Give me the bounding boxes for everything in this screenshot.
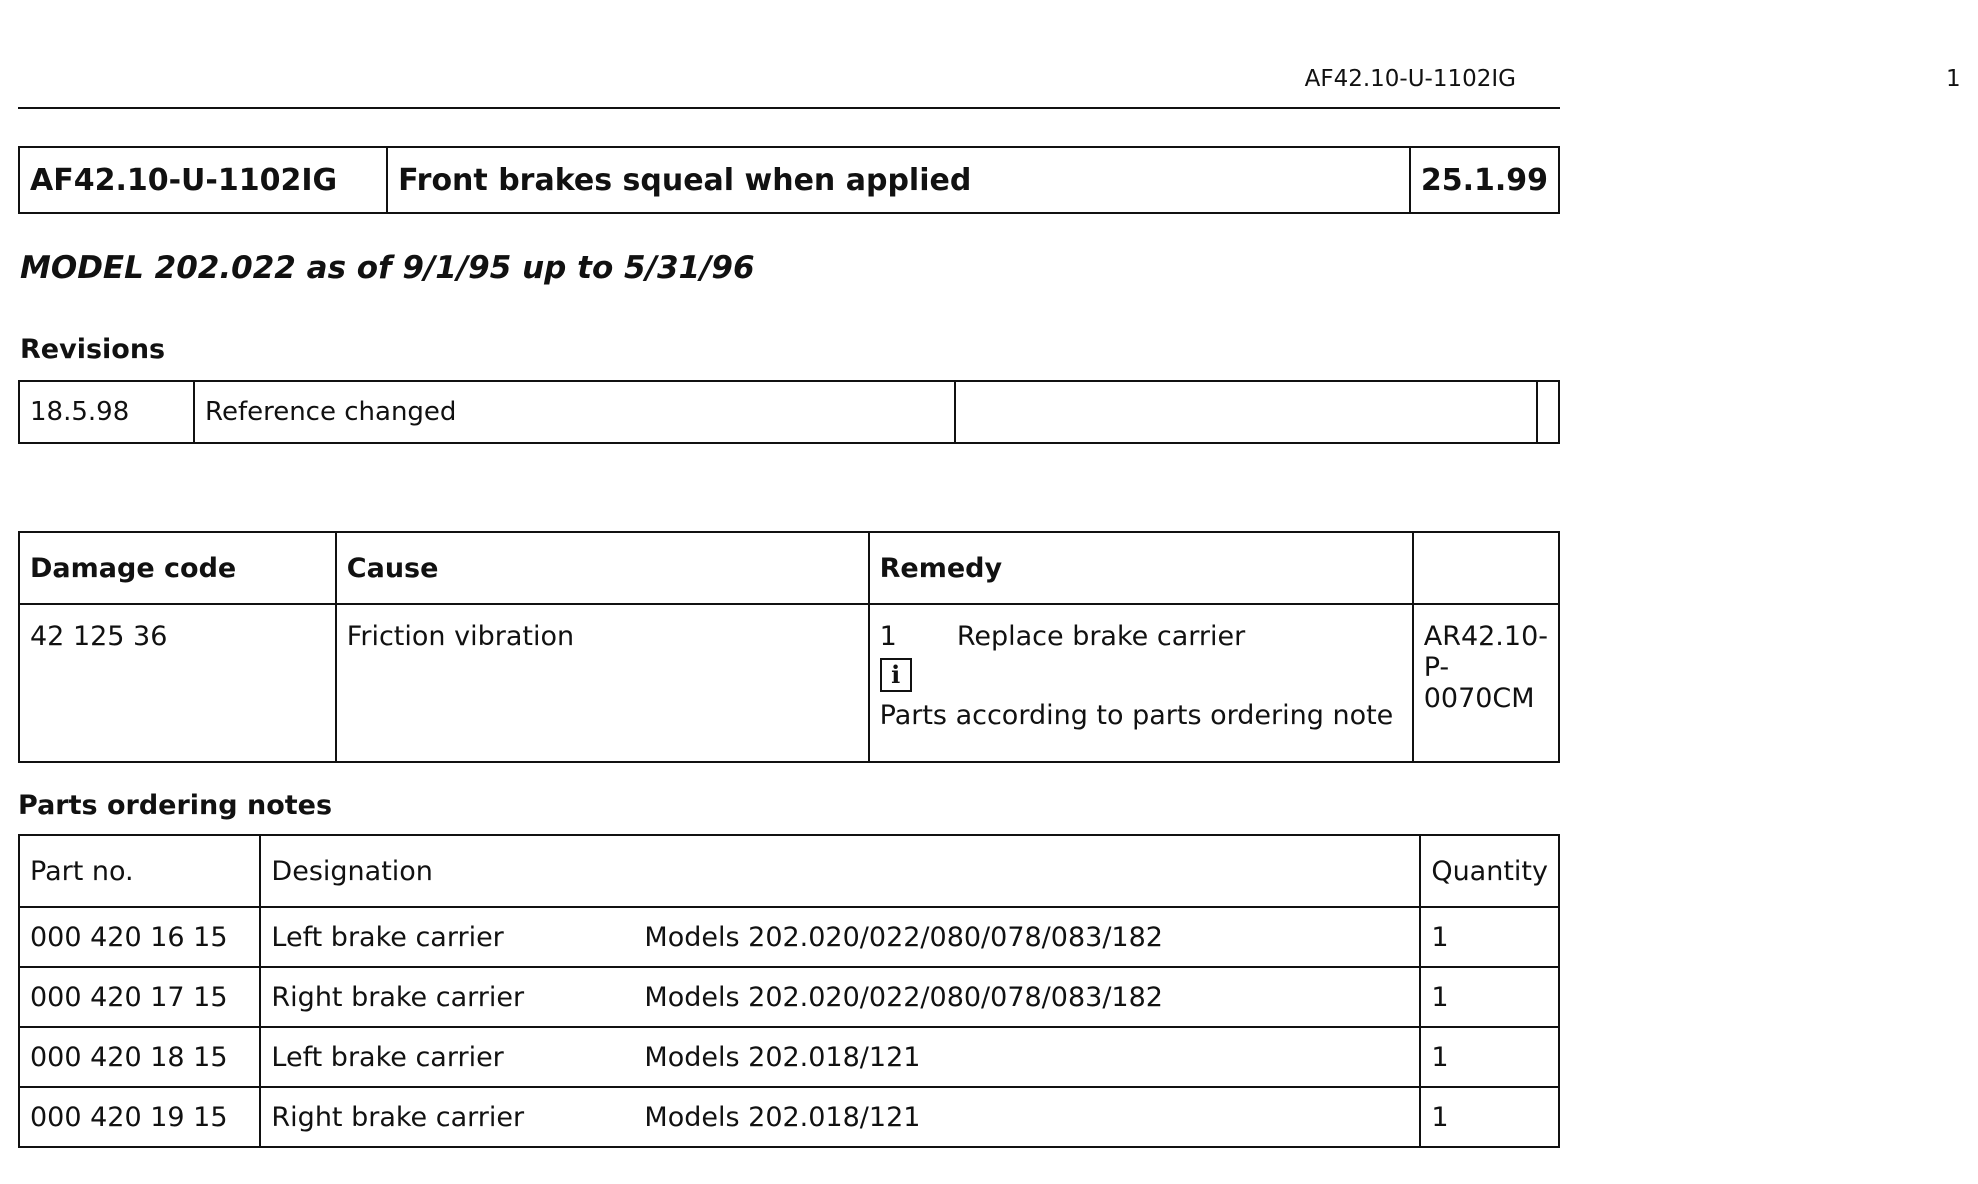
part-no: 000 420 17 15 <box>19 967 260 1027</box>
designation <box>260 967 1420 1027</box>
quantity: 1 <box>1420 1087 1559 1147</box>
table-row <box>19 907 1559 967</box>
revisions-table <box>18 380 1560 444</box>
header-part-no: Part no. <box>19 835 260 907</box>
designation-models: Models 202.018/121 <box>644 1041 921 1073</box>
revision-date: 18.5.98 <box>19 381 194 443</box>
part-no: 000 420 19 15 <box>19 1087 260 1147</box>
damage-remedy <box>869 604 1413 762</box>
header-rule <box>18 107 1560 109</box>
table-row <box>19 967 1559 1027</box>
header-page-number: 1 <box>1946 66 1961 92</box>
revisions-heading: Revisions <box>20 334 166 365</box>
header-designation: Designation <box>260 835 1420 907</box>
parts-table-header <box>19 835 1559 907</box>
quantity: 1 <box>1420 967 1559 1027</box>
damage-table-header <box>19 532 1559 604</box>
header-remedy: Remedy <box>869 532 1413 604</box>
quantity: 1 <box>1420 1027 1559 1087</box>
model-line: MODEL 202.022 as of 9/1/95 up to 5/31/96 <box>20 250 755 286</box>
designation-name: Left brake carrier <box>271 1041 504 1073</box>
part-no: 000 420 18 15 <box>19 1027 260 1087</box>
damage-table <box>18 531 1560 763</box>
header-cause: Cause <box>336 532 869 604</box>
title-text: Front brakes squeal when applied <box>387 147 1410 213</box>
parts-table <box>18 834 1560 1148</box>
remedy-step-text: Replace brake carrier <box>956 621 1246 652</box>
designation-models: Models 202.018/121 <box>644 1101 921 1133</box>
designation <box>260 907 1420 967</box>
header-damage-code: Damage code <box>19 532 336 604</box>
designation-models: Models 202.020/022/080/078/083/182 <box>644 981 1163 1013</box>
designation <box>260 1027 1420 1087</box>
remedy-note: Parts according to parts ordering note <box>879 700 1394 731</box>
remedy-step-number: 1 <box>879 621 897 652</box>
damage-code: 42 125 36 <box>19 604 336 762</box>
title-table <box>18 146 1560 214</box>
damage-cause: Friction vibration <box>336 604 869 762</box>
designation-name: Left brake carrier <box>271 921 504 953</box>
damage-row <box>19 604 1559 762</box>
revision-cell-3 <box>955 381 1537 443</box>
info-icon: i <box>880 658 912 692</box>
revision-cell-4 <box>1537 381 1559 443</box>
remedy-step <box>880 621 1402 652</box>
table-row <box>19 1027 1559 1087</box>
title-date: 25.1.99 <box>1410 147 1559 213</box>
table-row <box>19 1087 1559 1147</box>
revision-row <box>19 381 1559 443</box>
parts-heading: Parts ordering notes <box>18 790 333 821</box>
title-code: AF42.10-U-1102IG <box>19 147 387 213</box>
designation-name: Right brake carrier <box>271 981 525 1013</box>
designation <box>260 1087 1420 1147</box>
designation-models: Models 202.020/022/080/078/083/182 <box>644 921 1163 953</box>
header-quantity: Quantity <box>1420 835 1559 907</box>
revision-text: Reference changed <box>194 381 955 443</box>
header-doc-ref: AF42.10-U-1102IG <box>1304 66 1516 92</box>
designation-name: Right brake carrier <box>271 1101 525 1133</box>
damage-reference: AR42.10-P-0070CM <box>1413 604 1559 762</box>
part-no: 000 420 16 15 <box>19 907 260 967</box>
quantity: 1 <box>1420 907 1559 967</box>
header-reference <box>1413 532 1559 604</box>
